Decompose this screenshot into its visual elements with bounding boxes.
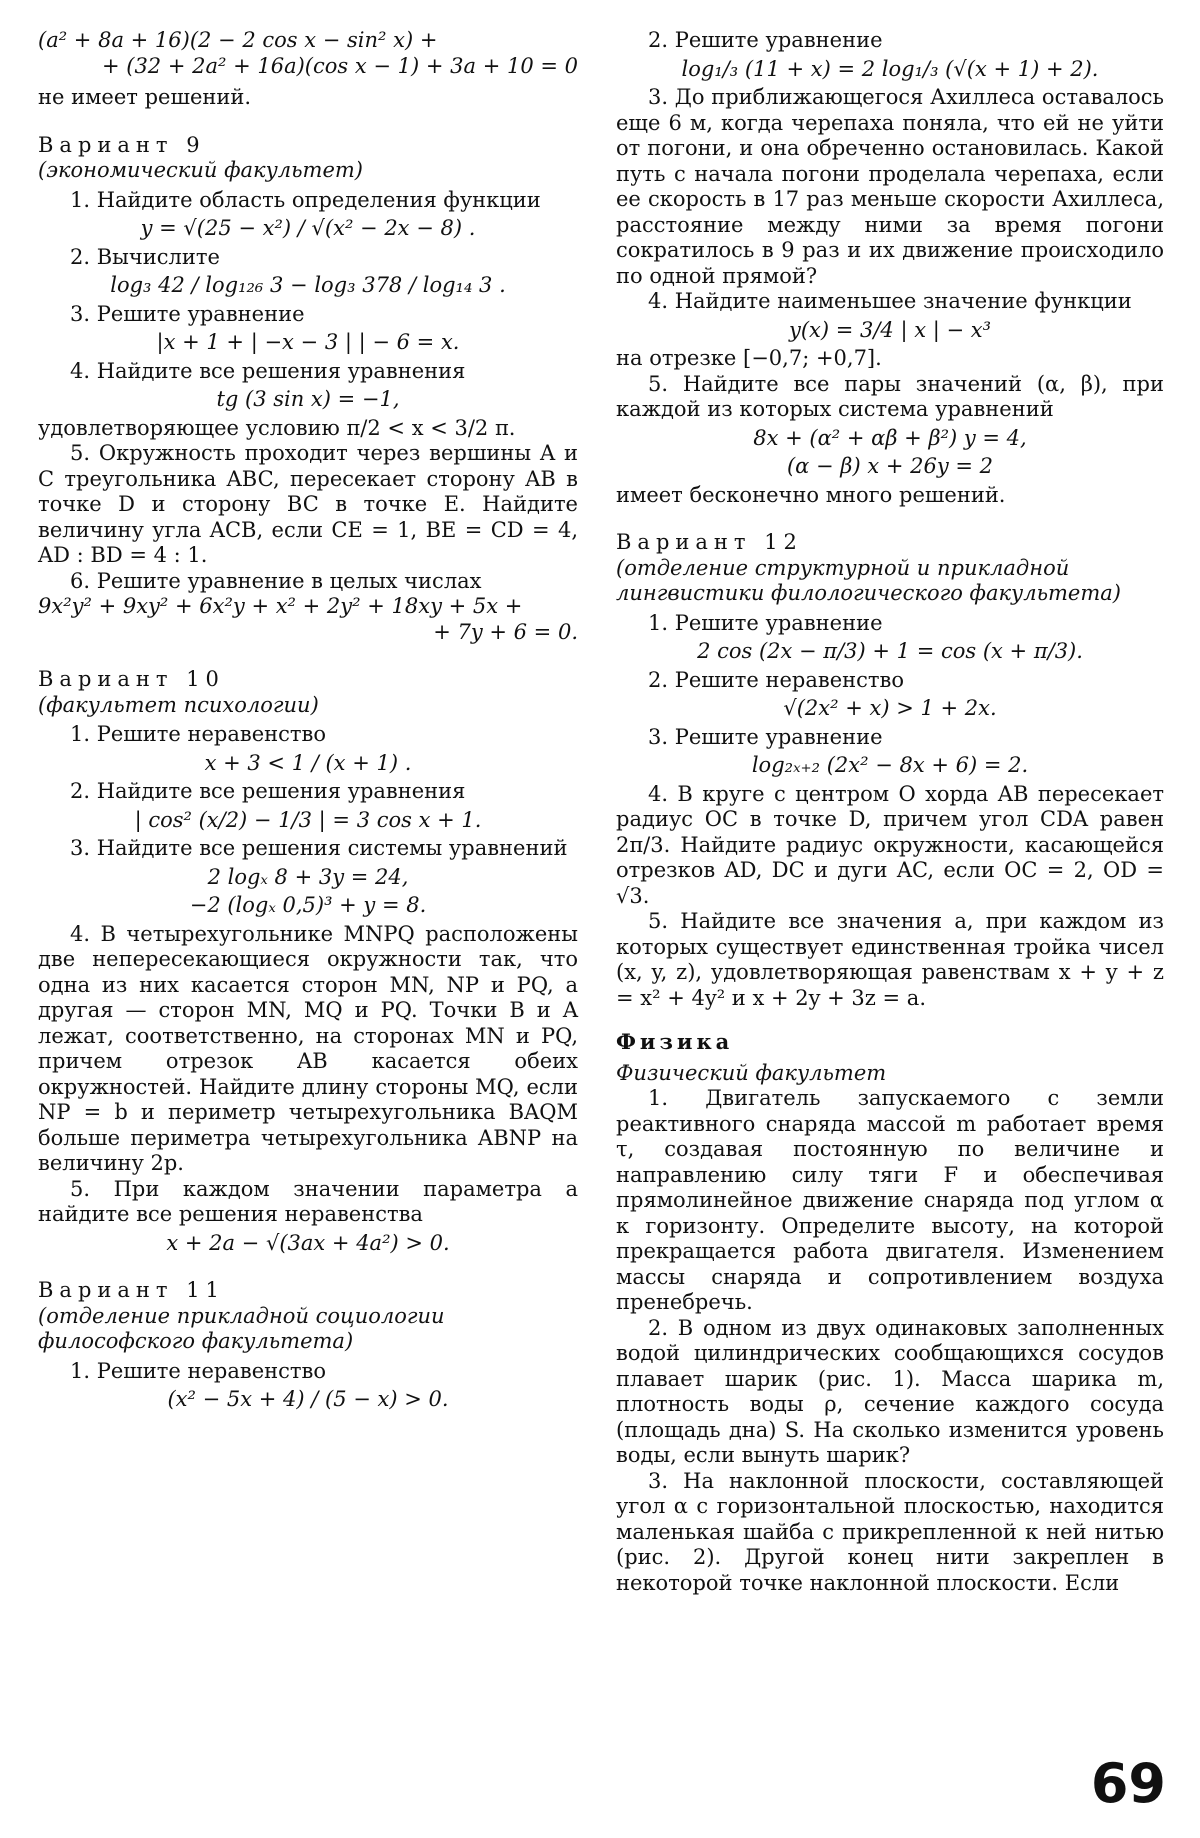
left-column	[38, 28, 578, 1416]
v10-problem-1-formula: x + 3 < 1 / (x + 1) .	[204, 750, 412, 775]
variant-11-subtitle: (отделение прикладной социологии философского факультета)	[38, 1303, 445, 1353]
variant-12-subtitle: (отделение структурной и прикладной лингвистики филологического факультета)	[616, 555, 1121, 605]
v11-problem-5-formula-line-2: (α − β) x + 26y = 2	[786, 454, 993, 478]
v11-problem-5-tail: имеет бесконечно много решений.	[616, 482, 1006, 507]
physics-problem-3: 3. На наклонной плоскости, составляющей угол α с горизонтальной плоскостью, находится маленькая шайба с прикрепленной к ней нитью (рис. 2). Другой конец нити закреплен в некоторой точке наклонной плоскости. Если	[616, 1468, 1164, 1595]
v9-problem-4-condition: удовлетворяющее условию π/2 < x < 3/2 π.	[38, 415, 516, 440]
v10-problem-3-formula-line-1: 2 logₓ 8 + 3y = 24,	[207, 864, 409, 889]
v11-problem-2: 2. Решите уравнение	[648, 28, 883, 52]
physics-heading: Физика	[616, 1029, 734, 1054]
v12-problem-1-formula: 2 cos (2x − π/3) + 1 = cos (x + π/3).	[697, 639, 1083, 663]
v9-problem-5: 5. Окружность проходит через вершины A и C треугольника ABC, пересекает сторону AB в точке D и сторону BC в точке E. Найдите величину угла ACB, если CE = 1, BE = CD = 4, AD : BD = 4 : 1.	[38, 441, 578, 567]
v10-problem-1: 1. Решите неравенство	[70, 722, 326, 746]
v11-problem-4: 4. Найдите наименьшее значение функции	[648, 289, 1132, 313]
intro-text: не имеет решений.	[38, 85, 252, 109]
right-column	[616, 28, 1164, 1596]
variant-9-heading: Вариант 9	[38, 132, 206, 157]
v12-problem-1: 1. Решите уравнение	[648, 610, 883, 635]
v12-problem-3: 3. Решите уравнение	[648, 724, 883, 749]
physics-problem-1: 1. Двигатель запускаемого с земли реактивного снаряда массой m работает время τ, создавая постоянную по величине и направлению силу тяги F и обеспечивая прямолинейное движение снаряда под углом α к горизонту. Определите высоту, на которой прекращается работа двигателя. Изменением массы снаряда и сопротивлением воздуха пренебречь.	[616, 1086, 1164, 1314]
v12-problem-3-formula: log₂ₓ₊₂ (2x² − 8x + 6) = 2.	[751, 753, 1029, 777]
v10-problem-5: 5. При каждом значении параметра a найдите все решения неравенства	[38, 1176, 578, 1226]
v9-problem-2: 2. Вычислите	[70, 244, 220, 269]
variant-9-subtitle: (экономический факультет)	[38, 158, 363, 182]
v10-problem-4: 4. В четырехугольнике MNPQ расположены две непересекающиеся окружности так, что одна из них касается сторон MN, NP и PQ, а другая — сторон MN, MQ и PQ. Точки B и A лежат, соответственно, на сторонах MN и PQ, причем отрезок AB касается обеих окружностей. Найдите длину стороны MQ, если NP = b и периметр четырехугольника BAQM больше периметра четырехугольника ABNP на величину 2p.	[38, 921, 578, 1175]
v11-problem-1-formula: (x² − 5x + 4) / (5 − x) > 0.	[167, 1387, 449, 1411]
v9-problem-1-formula: y = √(25 − x²) / √(x² − 2x − 8) .	[140, 216, 476, 240]
v9-problem-6-formula-line-2: + 7y + 6 = 0.	[433, 619, 578, 644]
v10-problem-5-formula: x + 2a − √(3ax + 4a²) > 0.	[166, 1230, 450, 1255]
page-number: 69	[1090, 1752, 1166, 1815]
variant-10-subtitle: (факультет психологии)	[38, 692, 319, 717]
v9-problem-1: 1. Найдите область определения функции	[70, 187, 541, 212]
v11-problem-2-formula: log₁/₃ (11 + x) = 2 log₁/₃ (√(x + 1) + 2).	[681, 56, 1099, 81]
v12-problem-2: 2. Решите неравенство	[648, 667, 904, 692]
v11-problem-5-formula-line-1: 8x + (α² + αβ + β²) y = 4,	[753, 425, 1027, 450]
v10-problem-2: 2. Найдите все решения уравнения	[70, 779, 466, 803]
physics-subheading: Физический факультет	[616, 1060, 887, 1085]
variant-12-heading: Вариант 12	[616, 530, 803, 554]
variant-11-heading: Вариант 11	[38, 1278, 225, 1302]
v9-problem-6: 6. Решите уравнение в целых числах	[70, 568, 482, 593]
v11-problem-1: 1. Решите неравенство	[70, 1358, 326, 1383]
intro-formula-line-2: + (32 + 2a² + 16a)(cos x − 1) + 3a + 10 = 0	[101, 53, 578, 78]
v9-problem-4-formula: tg (3 sin x) = −1,	[216, 387, 400, 411]
intro-formula-line-1: (a² + 8a + 16)(2 − 2 cos x − sin² x) +	[38, 28, 438, 52]
v12-problem-4: 4. В круге с центром O хорда AB пересекает радиус OC в точке D, причем угол CDA равен 2π/3. Найдите радиус окружности, касающейся отрезков AD, DC и дуги AC, если OC = 2, OD = √3.	[616, 781, 1164, 908]
v10-problem-3: 3. Найдите все решения системы уравнений	[70, 836, 568, 860]
v11-problem-4-condition: на отрезке [−0,7; +0,7].	[616, 346, 882, 370]
v9-problem-3: 3. Решите уравнение	[70, 301, 305, 326]
v9-problem-2-formula: log₃ 42 / log₁₂₆ 3 − log₃ 378 / log₁₄ 3 .	[110, 273, 506, 297]
v9-problem-3-formula: |x + 1 + | −x − 3 | | − 6 = x.	[156, 330, 460, 354]
v12-problem-2-formula: √(2x² + x) > 1 + 2x.	[783, 696, 997, 720]
v11-problem-3: 3. До приближающегося Ахиллеса оставалось еще 6 м, когда черепаха поняла, что ей не уйти от погони, и она обреченно остановилась. Какой путь с начала погони проделала черепаха, если ее скорость в 17 раз меньше скорости Ахиллеса, расстояние между ними за время погони сократилось в 9 раз и их движение происходило по одной прямой?	[616, 85, 1164, 288]
v9-problem-6-formula-line-1: 9x²y² + 9xy² + 6x²y + x² + 2y² + 18xy + 5x +	[38, 594, 523, 618]
v11-problem-5: 5. Найдите все пары значений (α, β), при каждой из которых система уравнений	[616, 371, 1164, 421]
variant-10-heading: Вариант 10	[38, 667, 225, 691]
physics-problem-2: 2. В одном из двух одинаковых заполненных водой цилиндрических сообщающихся сосудов плавает шарик (рис. 1). Масса шарика m, плотность воды ρ, сечение каждого сосуда (площадь дна) S. На сколько изменится уровень воды, если вынуть шарик?	[616, 1315, 1164, 1467]
v10-problem-2-formula: | cos² (x/2) − 1/3 | = 3 cos x + 1.	[134, 807, 482, 832]
v11-problem-4-formula: y(x) = 3/4 | x | − x³	[788, 317, 992, 342]
v12-problem-5: 5. Найдите все значения a, при каждом из которых существует единственная тройка чисел (x, y, z), удовлетворяющая равенствам x + y + z = x² + 4y² и x + 2y + 3z = a.	[616, 909, 1164, 1010]
v10-problem-3-formula-line-2: −2 (logₓ 0,5)³ + y = 8.	[189, 893, 427, 917]
v9-problem-4: 4. Найдите все решения уравнения	[70, 358, 466, 383]
